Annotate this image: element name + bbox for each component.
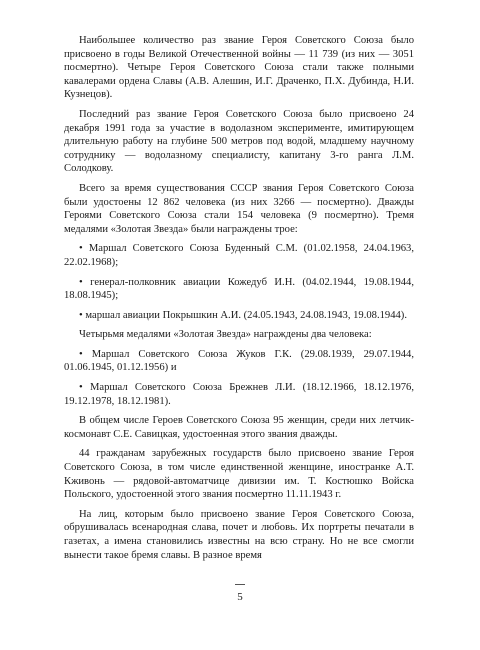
paragraph-3: Всего за время существования СССР звания Героя Советского Союза были удостоены 12 862 человека (из них 3266 — посмертно). Дважды Героями Советского Союза стали 154 человека (9 посмертно). Тремя медалями «Золотая Звезда» были награждены трое:	[64, 182, 414, 235]
footer-rule	[235, 584, 245, 585]
paragraph-4: Четырьмя медалями «Золотая Звезда» награждены два человека:	[79, 329, 372, 341]
paragraph-5: В общем числе Героев Советского Союза 95 женщин, среди них летчик-космонавт С.Е. Савицкая, удостоенная этого звания дважды.	[64, 415, 414, 440]
list-item-pokryshkin: • маршал авиации Покрышкин А.И. (24.05.1943, 24.08.1943, 19.08.1944).	[79, 309, 407, 321]
paragraph-1: Наибольшее количество раз звание Героя Советского Союза было присвоено в годы Великой Отечественной войны — 11 739 (из них — 3051 посмертно). Четыре Героя Советского Союза стали также полными кавалерами ордена Славы (А.В. Алешин, И.Г. Драченко, П.Х. Дубинда, Н.И. Кузнецов).	[64, 35, 414, 101]
list-item-brezhnev: • Маршал Советского Союза Брежнев Л.И. (18.12.1966, 18.12.1976, 19.12.1978, 18.12.1981).	[64, 382, 414, 407]
list-item-budyonny: • Маршал Советского Союза Буденный С.М. (01.02.1958, 24.04.1963, 22.02.1968);	[64, 243, 414, 268]
list-item-kozhedub: • генерал-полковник авиации Кожедуб И.Н. (04.02.1944, 19.08.1944, 18.08.1945);	[64, 276, 414, 302]
page-number: 5	[237, 591, 243, 603]
page-body	[64, 34, 414, 562]
page-footer	[0, 584, 480, 603]
paragraph-7: На лиц, которым было присвоено звание Героя Советского Союза, обрушивалась всенародная слава, почет и любовь. Их портреты печатали в газетах, а имена становились известны на всю страну. Но не все смогли вынести такое бремя славы. В разное время	[64, 508, 414, 561]
paragraph-6: 44 гражданам зарубежных государств было присвоено звание Героя Советского Союза, в том числе единственной женщине, иностранке А.Т. Кживонь — рядовой-автоматчице дивизии им. Т. Костюшко Войска Польского, удостоенной этого звания посмертно 11.11.1943 г.	[64, 448, 414, 501]
list-item-zhukov: • Маршал Советского Союза Жуков Г.К. (29.08.1939, 29.07.1944, 01.06.1945, 01.12.1956) и	[64, 348, 414, 374]
paragraph-2: Последний раз звание Героя Советского Союза было присвоено 24 декабря 1991 года за участие в водолазном эксперименте, имитирующем длительную работу на глубине 500 метров под водой, младшему научному сотруднику — водолазному специалисту, капитану 3-го ранга Л.М. Солодкову.	[64, 108, 414, 175]
